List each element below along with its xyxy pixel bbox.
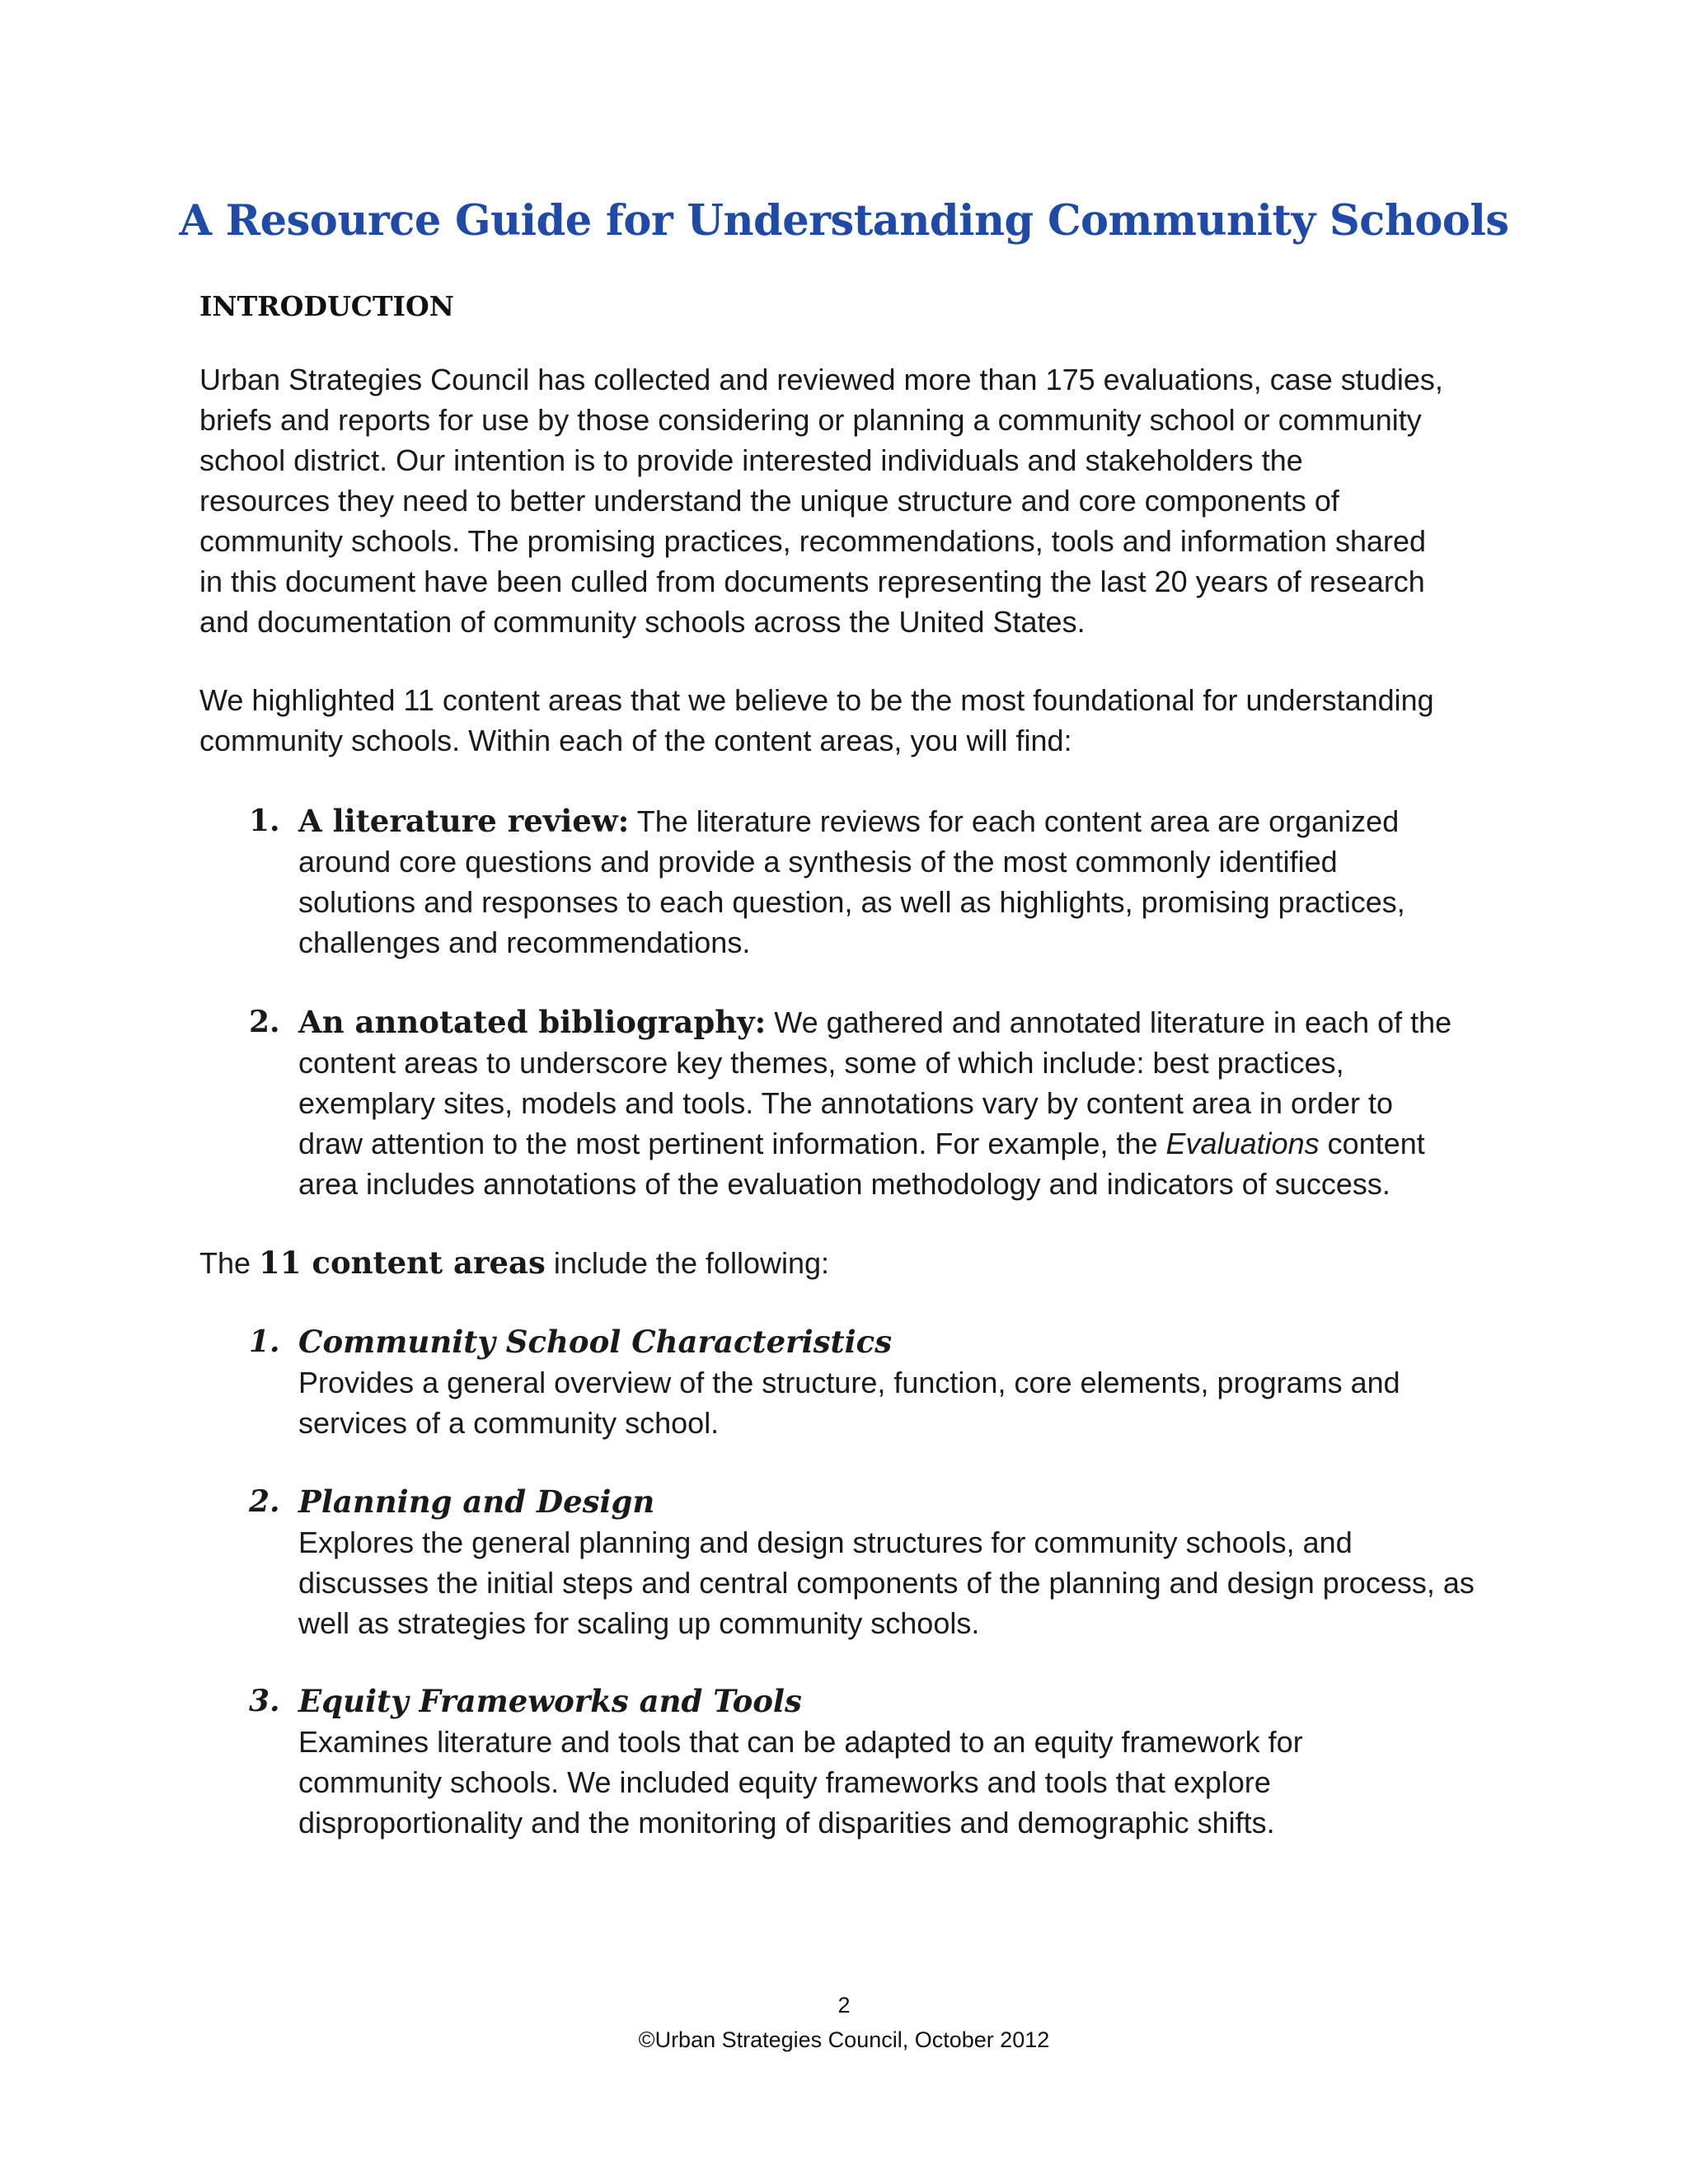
text-line: Provides a general overview of the structure, function, core elements, programs and (298, 1366, 1400, 1399)
text-line: briefs and reports for use by those considering or planning a community school or community (199, 403, 1422, 437)
text-line: community schools. Within each of the content areas, you will find: (199, 724, 1072, 757)
content-areas-count: 11 content areas (259, 1244, 546, 1281)
copyright-notice: ©Urban Strategies Council, October 2012 (638, 2027, 1050, 2052)
text-line: in this document have been culled from documents representing the last 20 years of research (199, 565, 1425, 598)
text-line: discusses the initial steps and central components of the planning and design process, as (298, 1566, 1475, 1600)
text-line: area includes annotations of the evaluation methodology and indicators of success. (298, 1167, 1390, 1201)
list-number: 2. (249, 1484, 280, 1519)
text-line: Urban Strategies Council has collected and reviewed more than 175 evaluations, case studies, (199, 363, 1443, 396)
text-line: community schools. We included equity frameworks and tools that explore (298, 1765, 1271, 1799)
text-line: We highlighted 11 content areas that we believe to be the most foundational for understanding (199, 683, 1434, 717)
text-line: and documentation of community schools across the United States. (199, 605, 1085, 639)
text-segment: content (1319, 1127, 1425, 1160)
content-area-title: Equity Frameworks and Tools (298, 1683, 802, 1719)
text-line: solutions and responses to each question, as well as highlights, promising practices, (298, 885, 1405, 919)
highlight-paragraph (199, 680, 1502, 761)
text-line: services of a community school. (298, 1406, 720, 1440)
text-segment: draw attention to the most pertinent information. For example, the (298, 1127, 1166, 1160)
text-line: challenges and recommendations. (298, 926, 751, 959)
text-line: disproportionality and the monitoring of disparities and demographic shifts. (298, 1806, 1275, 1840)
text-segment: include the following: (545, 1246, 830, 1280)
text-line: Examines literature and tools that can be adapted to an equity framework for (298, 1725, 1303, 1759)
text-line: school district. Our intention is to provide interested individuals and stakeholders the (199, 443, 1303, 477)
text-line: resources they need to better understand the unique structure and core components of (199, 484, 1339, 518)
content-area-title: Planning and Design (298, 1483, 655, 1520)
text-line: exemplary sites, models and tools. The annotations vary by content area in order to (298, 1086, 1394, 1120)
intro-paragraph (199, 359, 1502, 642)
text-line: around core questions and provide a synthesis of the most commonly identified (298, 845, 1338, 879)
text-line: Explores the general planning and design structures for community schools, and (298, 1526, 1353, 1559)
page-title: A Resource Guide for Understanding Community Schools (179, 196, 1509, 246)
list-number: 1. (249, 804, 280, 838)
emphasis-evaluations: Evaluations (1165, 1127, 1320, 1160)
section-heading-introduction: INTRODUCTION (199, 290, 454, 322)
list-number: 1. (249, 1324, 280, 1359)
content-areas-intro (199, 1243, 1502, 1283)
list-number: 3. (249, 1684, 280, 1718)
text-line: community schools. The promising practices, recommendations, tools and information shared (199, 524, 1427, 558)
text-line: We gathered and annotated literature in each of the (766, 1005, 1452, 1039)
list-item-lead: A literature review: (298, 803, 630, 839)
text-line: well as strategies for scaling up community schools. (298, 1606, 980, 1640)
text-line: content areas to underscore key themes, some of which include: best practices, (298, 1046, 1344, 1080)
content-area-title: Community School Characteristics (298, 1324, 893, 1360)
text-line: The literature reviews for each content area are organized (629, 804, 1400, 838)
list-item-lead: An annotated bibliography: (298, 1004, 767, 1040)
text-segment: The (199, 1246, 260, 1280)
page-number: 2 (837, 1993, 851, 2018)
list-number: 2. (249, 1005, 280, 1039)
